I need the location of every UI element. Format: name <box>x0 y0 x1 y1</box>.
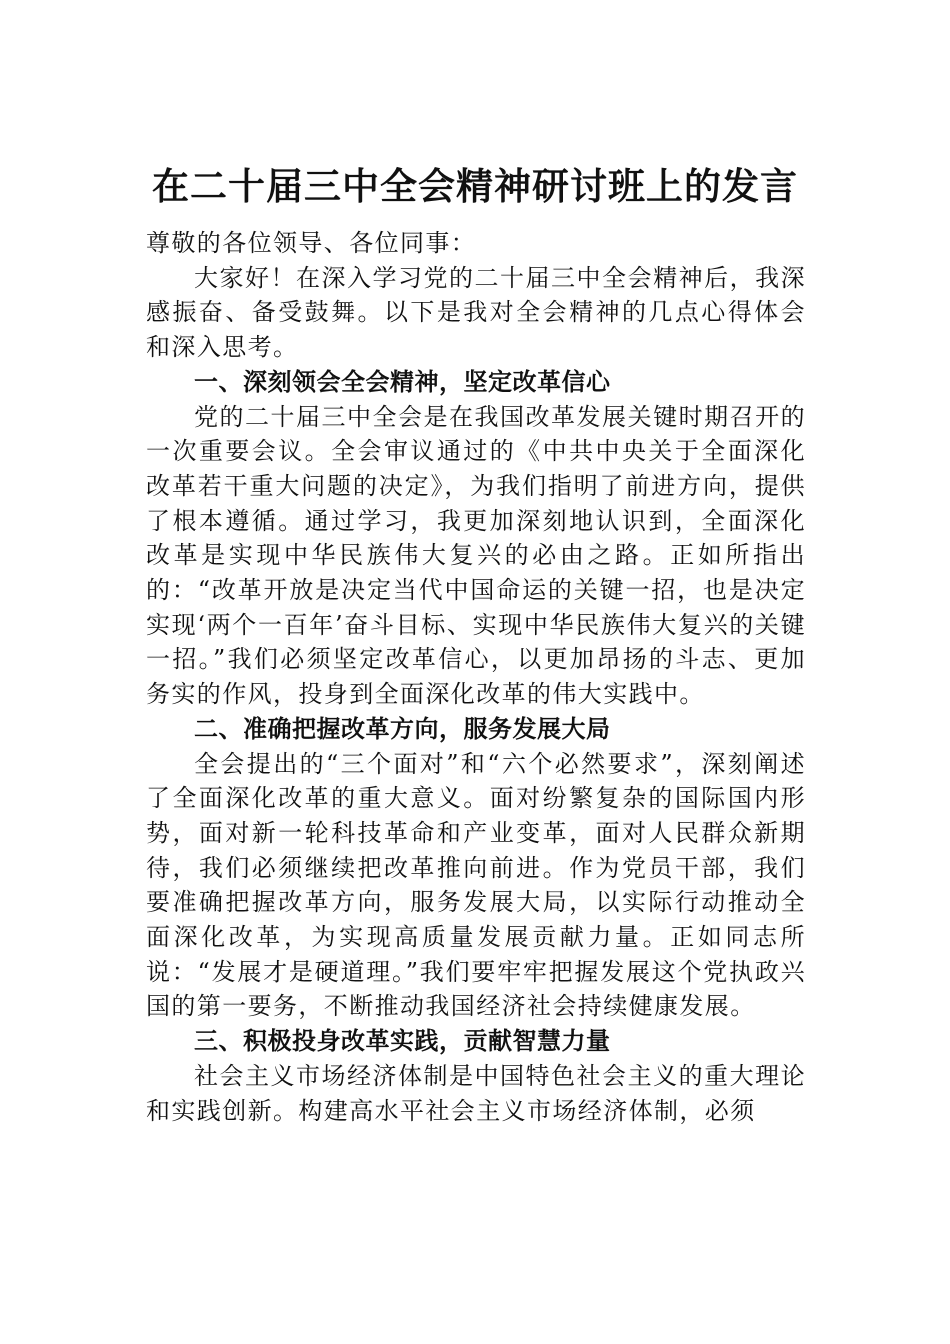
salutation: 尊敬的各位领导、各位同事： <box>146 229 477 257</box>
section-1-paragraph: 党的二十届三中全会是在我国改革发展关键时期召开的一次重要会议。全会审议通过的《中共中央关于全面深化改革若干重大问题的决定》，为我们指明了前进方向，提供了根本遵循。通过学习，我更加深刻地认识到，全面深化改革是实现中华民族伟大复兴的必由之路。正如所指出的：“改革开放是决定当代中国命运的关键一招，也是决定实现‘两个一百年’奋斗目标、实现中华民族伟大复兴的关键一招。”我们必须坚定改革信心，以更加昂扬的斗志、更加务实的作风，投身到全面深化改革的伟大实践中。 <box>146 402 806 709</box>
section-3-paragraph: 社会主义市场经济体制是中国特色社会主义的重大理论和实践创新。构建高水平社会主义市场经济体制，必须 <box>146 1061 806 1125</box>
intro-paragraph: 大家好！在深入学习党的二十届三中全会精神后，我深感振奋、备受鼓舞。以下是我对全会精神的几点心得体会和深入思考。 <box>146 263 806 362</box>
section-1-heading: 一、深刻领会全会精神，坚定改革信心 <box>194 367 611 396</box>
document-body <box>146 226 806 1128</box>
document-title: 在二十届三中全会精神研讨班上的发言 <box>152 164 798 208</box>
section-2-paragraph: 全会提出的“三个面对”和“六个必然要求”，深刻阐述了全面深化改革的重大意义。面对纷繁复杂的国际国内形势，面对新一轮科技革命和产业变革，面对人民群众新期待，我们必须继续把改革推向前进。作为党员干部，我们要准确把握改革方向，服务发展大局，以实际行动推动全面深化改革，为实现高质量发展贡献力量。正如同志所说：“发展才是硬道理。”我们要牢牢把握发展这个党执政兴国的第一要务，不断推动我国经济社会持续健康发展。 <box>146 749 806 1021</box>
section-3-heading: 三、积极投身改革实践，贡献智慧力量 <box>194 1027 611 1056</box>
section-2-heading: 二、准确把握改革方向，服务发展大局 <box>194 714 611 743</box>
